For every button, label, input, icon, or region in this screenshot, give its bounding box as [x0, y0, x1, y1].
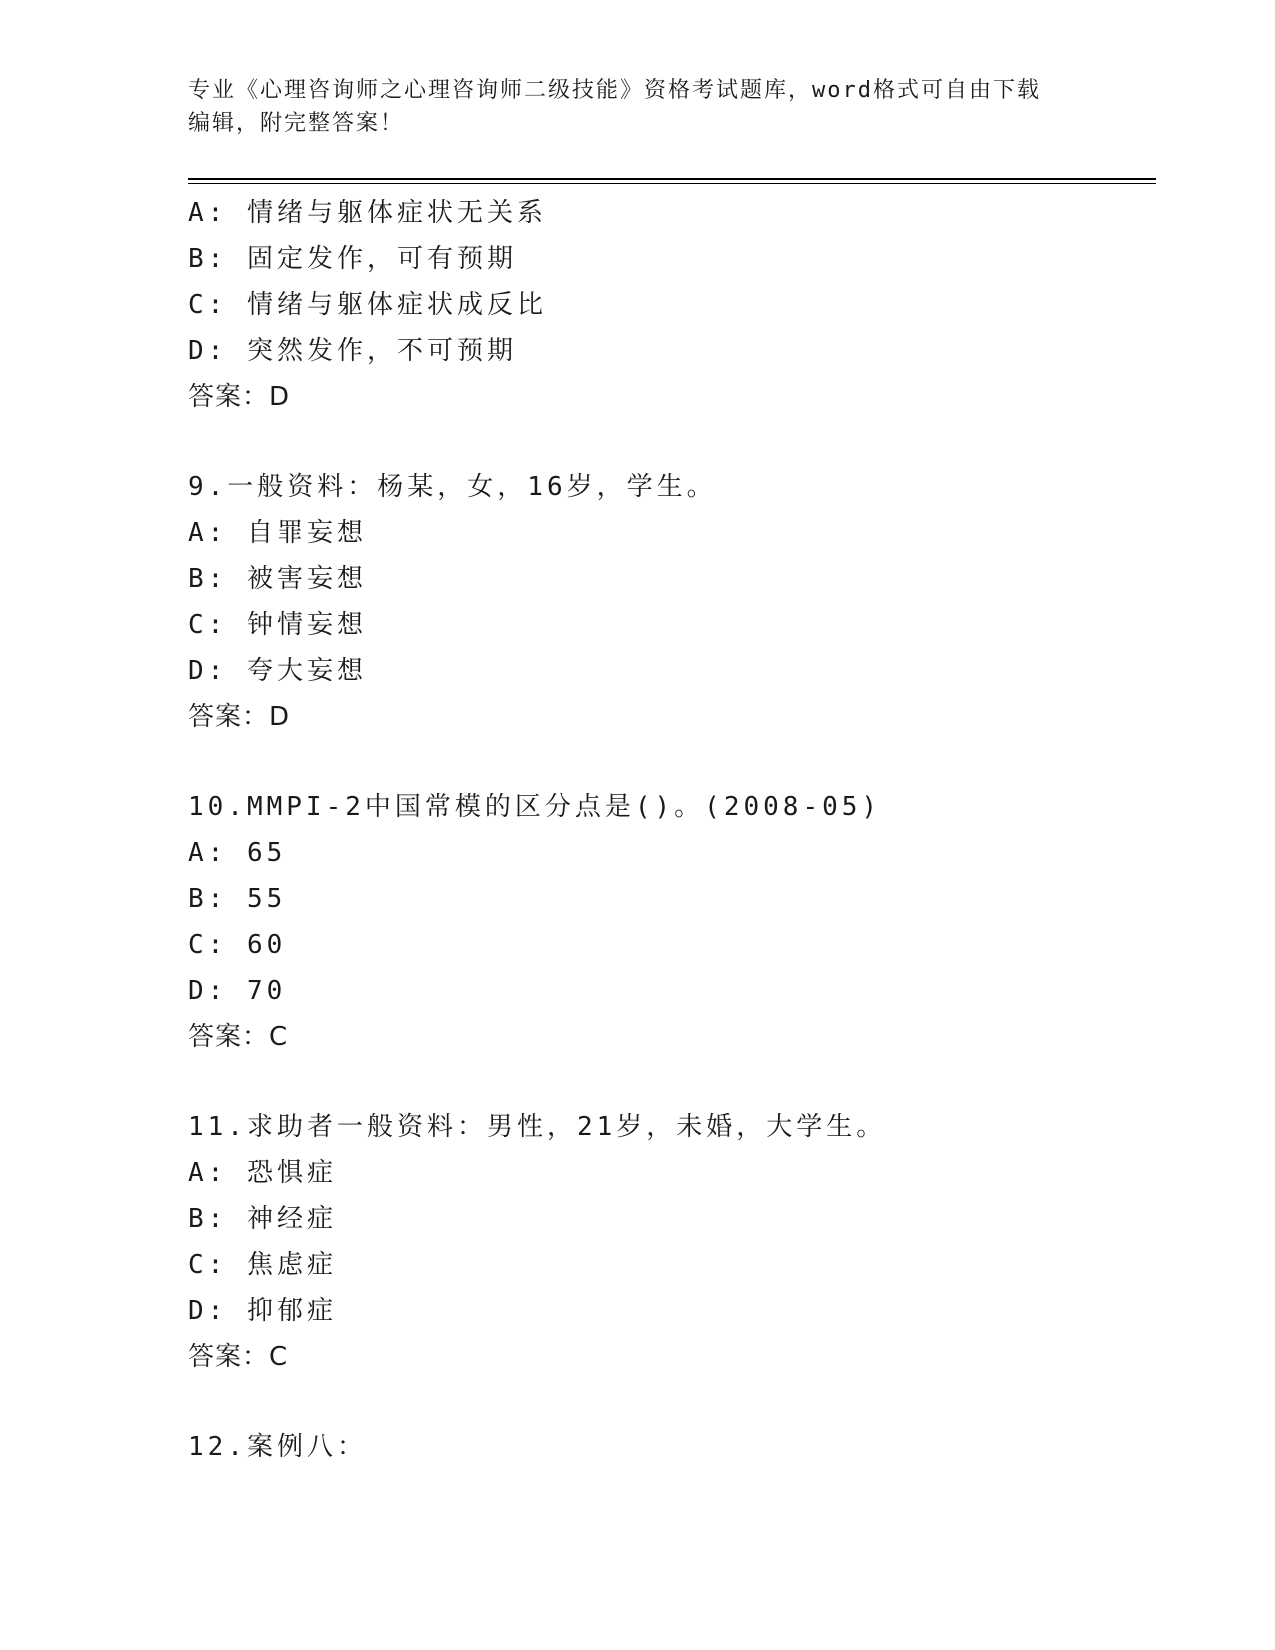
option-d: D: 70 — [188, 976, 287, 1006]
header-line-1: 专业《心理咨询师之心理咨询师二级技能》资格考试题库，word格式可自由下载 — [188, 78, 1041, 103]
question-block-10 — [188, 784, 1148, 1060]
question-block-9 — [188, 464, 1148, 740]
spacer — [188, 740, 1148, 784]
question-stem: 12.案例八： — [188, 1432, 367, 1462]
option-d: D: 夸大妄想 — [188, 656, 367, 686]
answer-label: 答案：C — [188, 1342, 289, 1372]
option-b: B: 固定发作，可有预期 — [188, 244, 517, 274]
spacer — [188, 1060, 1148, 1104]
option-b: B: 神经症 — [188, 1204, 337, 1234]
option-a: A: 65 — [188, 838, 287, 868]
question-stem: 9.一般资料：杨某，女，16岁，学生。 — [188, 472, 717, 502]
header-divider-bottom — [188, 183, 1156, 184]
option-d: D: 抑郁症 — [188, 1296, 337, 1326]
header-divider-top — [188, 178, 1156, 180]
question-block-11 — [188, 1104, 1148, 1380]
question-block-continued — [188, 190, 1148, 420]
answer-label: 答案：D — [188, 382, 291, 412]
question-stem: 10.MMPI-2中国常模的区分点是()。(2008-05) — [188, 792, 882, 822]
option-b: B: 被害妄想 — [188, 564, 367, 594]
answer-label: 答案：D — [188, 702, 291, 732]
header-line-2: 编辑，附完整答案！ — [188, 111, 405, 136]
option-c: C: 钟情妄想 — [188, 610, 367, 640]
option-a: A: 情绪与躯体症状无关系 — [188, 198, 547, 228]
option-d: D: 突然发作，不可预期 — [188, 336, 517, 366]
option-c: C: 焦虑症 — [188, 1250, 337, 1280]
question-content — [188, 190, 1148, 1470]
option-b: B: 55 — [188, 884, 287, 914]
option-c: C: 情绪与躯体症状成反比 — [188, 290, 547, 320]
spacer — [188, 1380, 1148, 1424]
question-stem: 11.求助者一般资料：男性，21岁，未婚，大学生。 — [188, 1112, 887, 1142]
question-block-12 — [188, 1424, 1148, 1470]
answer-label: 答案：C — [188, 1022, 289, 1052]
option-c: C: 60 — [188, 930, 287, 960]
document-header — [188, 74, 1088, 140]
spacer — [188, 420, 1148, 464]
option-a: A: 恐惧症 — [188, 1158, 337, 1188]
option-a: A: 自罪妄想 — [188, 518, 367, 548]
